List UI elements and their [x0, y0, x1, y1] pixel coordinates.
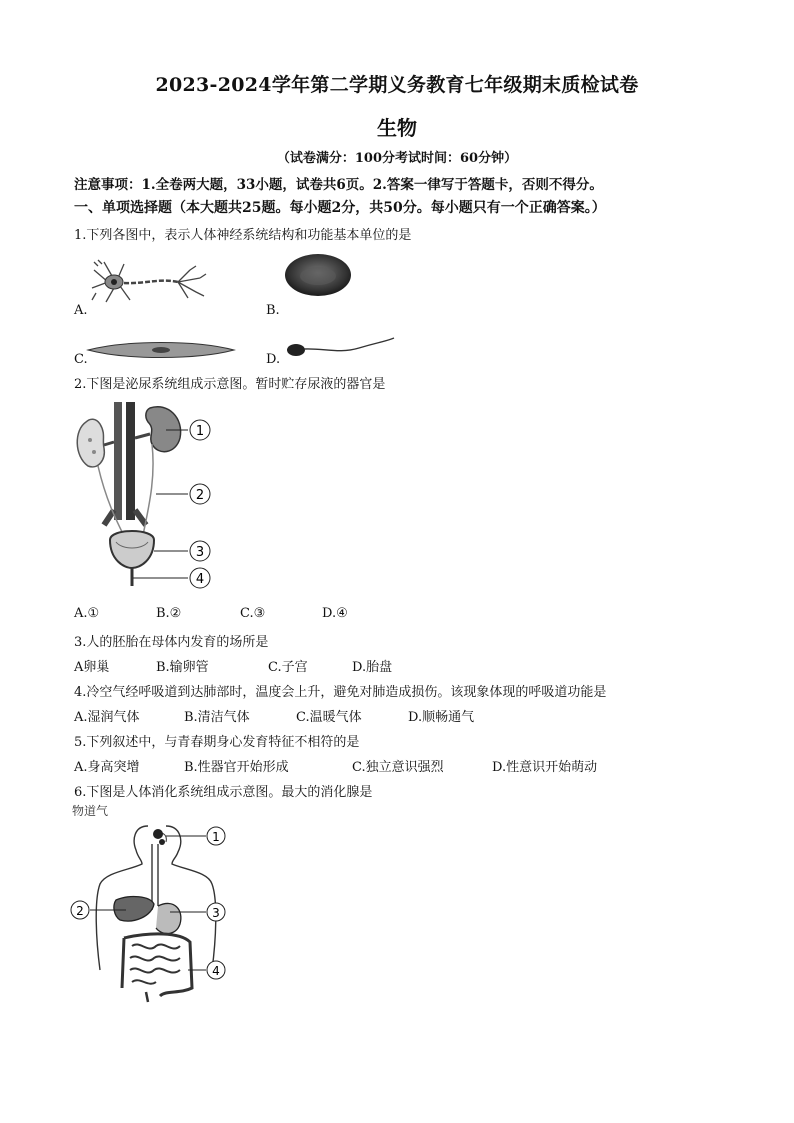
q3-option-d: D.胎盘 — [352, 660, 393, 675]
q1-option-c: C. — [74, 352, 88, 367]
svg-text:3: 3 — [212, 906, 220, 920]
q2-option-a: A.① — [74, 606, 100, 621]
subject-title: 生物 — [377, 116, 417, 140]
q5-stem: 5.下列叙述中，与青春期身心发育特征不相符的是 — [74, 735, 360, 750]
q2-option-b: B.② — [156, 606, 182, 621]
q5-option-a: A.身高突增 — [74, 760, 140, 775]
q3-option-a: A卵巢 — [74, 660, 110, 675]
notice-text: 注意事项：1.全卷两大题，33小题，试卷共6页。2.答案一律写于答题卡，否则不得分。 — [74, 177, 603, 193]
q1-stem: 1.下列各图中，表示人体神经系统结构和功能基本单位的是 — [74, 228, 412, 243]
urinary-system-diagram — [76, 400, 226, 592]
q5-option-d: D.性意识开始萌动 — [492, 760, 598, 775]
q1-option-a: A. — [74, 303, 88, 318]
q3-option-b: B.输卵管 — [156, 660, 209, 675]
neuron-image — [90, 258, 210, 306]
svg-text:1: 1 — [212, 830, 220, 844]
q2-option-d: D.④ — [322, 606, 348, 621]
svg-text:1: 1 — [195, 424, 205, 439]
svg-text:2: 2 — [76, 904, 84, 918]
q5-option-c: C.独立意识强烈 — [352, 760, 444, 775]
digestive-system-diagram — [70, 820, 240, 1006]
svg-text:4: 4 — [195, 572, 205, 587]
svg-text:2: 2 — [195, 488, 205, 503]
sperm-cell-image — [284, 336, 396, 360]
q2-stem: 2.下图是泌尿系统组成示意图。暂时贮存尿液的器官是 — [74, 377, 386, 392]
q1-option-d: D. — [266, 352, 281, 367]
q2-option-c: C.③ — [240, 606, 266, 621]
q1-option-b: B. — [266, 303, 280, 318]
q4-stem: 4.冷空气经呼吸道到达肺部时，温度会上升，避免对肺造成损伤。该现象体现的呼吸道功能是 — [74, 685, 607, 700]
exam-meta: （试卷满分：100分考试时间：60分钟） — [276, 151, 518, 166]
muscle-cell-image — [86, 340, 236, 360]
q3-option-c: C.子宫 — [268, 660, 308, 675]
svg-text:4: 4 — [212, 964, 220, 978]
svg-text:3: 3 — [195, 545, 205, 560]
q4-option-c: C.温暖气体 — [296, 710, 362, 725]
red-blood-cell-image — [283, 252, 353, 298]
q5-option-b: B.性器官开始形成 — [184, 760, 289, 775]
q4-option-b: B.清洁气体 — [184, 710, 250, 725]
q6-scribble: 物道气 — [72, 804, 109, 818]
q4-option-a: A.湿润气体 — [74, 710, 140, 725]
q3-stem: 3.人的胚胎在母体内发育的场所是 — [74, 635, 269, 650]
section-heading: 一、单项选择题（本大题共25题。每小题2分，共50分。每小题只有一个正确答案。） — [74, 200, 606, 216]
paper-title: 2023-2024学年第二学期义务教育七年级期末质检试卷 — [155, 74, 639, 96]
q4-option-d: D.顺畅通气 — [408, 710, 475, 725]
q6-stem: 6.下图是人体消化系统组成示意图。最大的消化腺是 — [74, 785, 373, 800]
